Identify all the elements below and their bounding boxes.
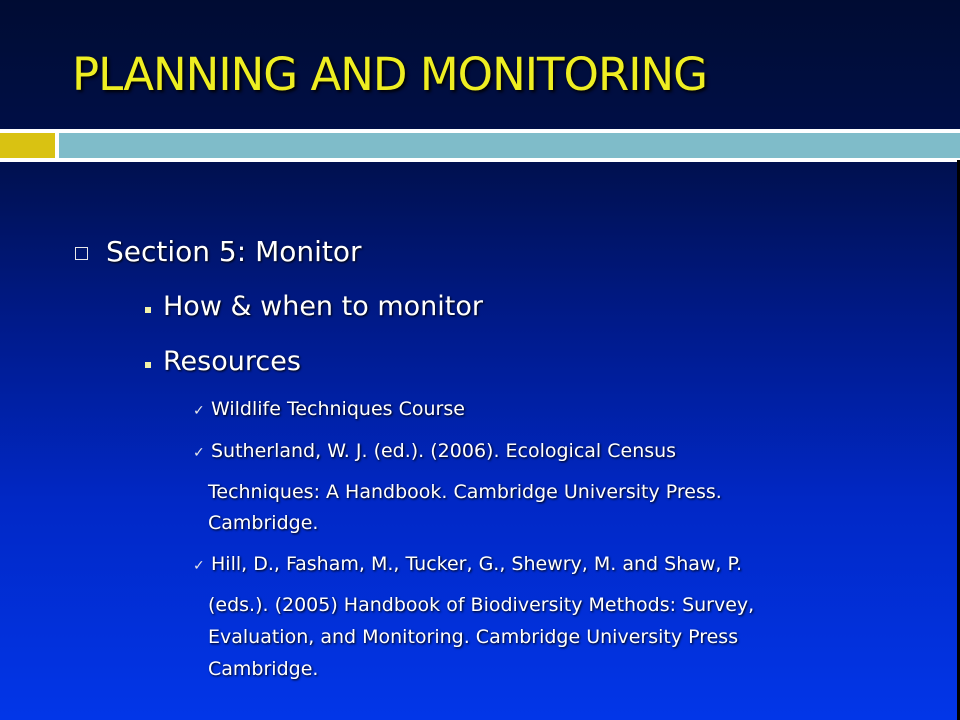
resource-line: Wildlife Techniques Course (211, 398, 465, 420)
small-square-icon (145, 362, 151, 368)
accent-bar (59, 133, 960, 158)
hollow-square-icon (75, 247, 88, 260)
bullet-how-when: How & when to monitor (163, 291, 483, 322)
resource-line: Cambridge. (208, 658, 319, 680)
slide-title: PLANNING AND MONITORING (72, 48, 708, 101)
bullet-resources: Resources (163, 346, 301, 377)
checkmark-icon: ✓ (193, 403, 205, 419)
accent-block (0, 133, 55, 158)
resource-line: Evaluation, and Monitoring. Cambridge University Press (208, 626, 739, 648)
resource-line: Cambridge. (208, 512, 319, 534)
resource-line: Hill, D., Fasham, M., Tucker, G., Shewry, M. and Shaw, P. (211, 553, 743, 575)
bullet-section-5: Section 5: Monitor (106, 235, 362, 268)
resource-line: (eds.). (2005) Handbook of Biodiversity Methods: Survey, (208, 594, 755, 616)
small-square-icon (145, 307, 151, 313)
resource-line: Techniques: A Handbook. Cambridge University Press. (208, 481, 722, 503)
resource-line: Sutherland, W. J. (ed.). (2006). Ecological Census (211, 440, 677, 462)
checkmark-icon: ✓ (193, 558, 205, 574)
checkmark-icon: ✓ (193, 445, 205, 461)
